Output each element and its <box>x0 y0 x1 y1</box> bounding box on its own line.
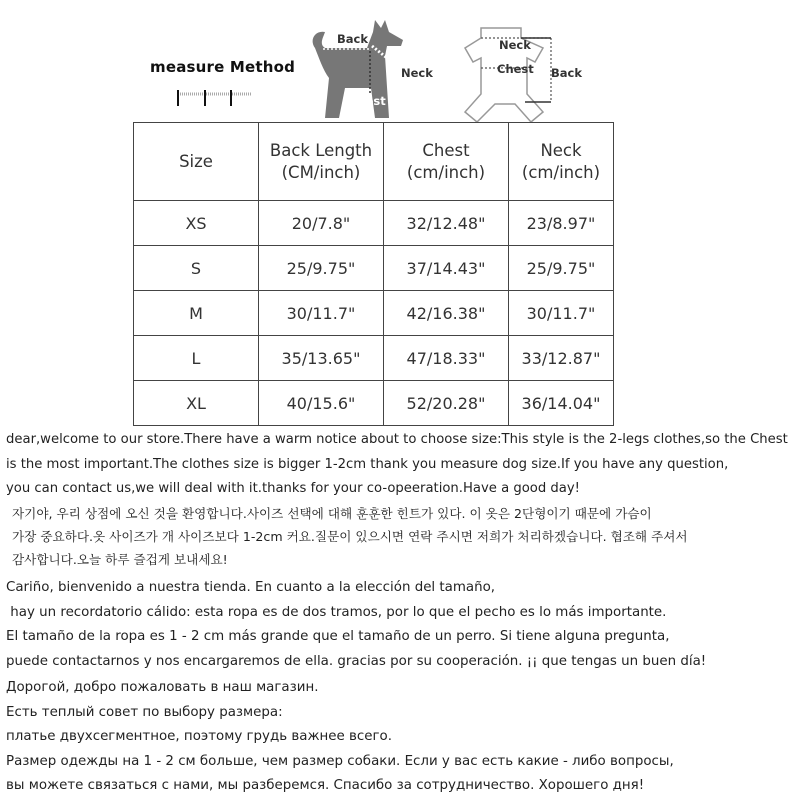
notice-line: you can contact us,we will deal with it.thanks for your co-opeeration.Have a good day! <box>6 481 580 497</box>
measure-method-header <box>0 0 800 122</box>
table-row <box>134 336 614 381</box>
dog-chest-label: Chest <box>349 94 386 108</box>
table-header-row <box>134 123 614 201</box>
table-row <box>134 246 614 291</box>
cell-size: XL <box>134 381 259 426</box>
cell-chest: 52/20.28" <box>384 381 509 426</box>
notice-english <box>6 428 788 502</box>
cell-chest: 37/14.43" <box>384 246 509 291</box>
notice-line: El tamaño de la ropa es 1 - 2 cm más grande que el tamaño de un perro. Si tiene alguna pregunta, <box>6 629 670 645</box>
cell-neck: 25/9.75" <box>509 246 614 291</box>
cell-back-length: 35/13.65" <box>259 336 384 381</box>
measure-method-title: measure Method <box>150 58 296 76</box>
cell-neck: 30/11.7" <box>509 291 614 336</box>
notice-spanish <box>6 576 706 674</box>
cell-chest: 47/18.33" <box>384 336 509 381</box>
notice-russian <box>6 676 674 799</box>
notice-line: Дорогой, добро пожаловать в наш магазин. <box>6 680 319 695</box>
notice-line: hay un recordatorio cálido: esta ropa es de dos tramos, por lo que el pecho es lo más importante. <box>6 604 667 620</box>
dog-measure-diagram <box>305 18 445 118</box>
notice-line: 가장 중요하다.옷 사이즈가 개 사이즈보다 1-2cm 커요.질문이 있으시면 연락 주시면 저희가 처리하겠습니다. 협조해 주셔서 <box>12 529 688 544</box>
cell-back-length: 30/11.7" <box>259 291 384 336</box>
shirt-measure-diagram <box>455 22 595 122</box>
size-chart-table <box>133 122 614 426</box>
notice-line: Размер одежды на 1 - 2 см больше, чем размер собаки. Если у вас есть какие - либо вопросы, <box>6 753 674 769</box>
cell-neck: 33/12.87" <box>509 336 614 381</box>
shirt-chest-label: Chest <box>497 62 534 76</box>
header-size: Size <box>134 123 259 201</box>
notice-line: is the most important.The clothes size is bigger 1-2cm thank you measure dog size.If you have any question, <box>6 456 729 472</box>
ruler-icon <box>176 88 252 106</box>
notice-line: платье двухсегментное, поэтому грудь важнее всего. <box>6 729 393 745</box>
cell-size: S <box>134 246 259 291</box>
cell-chest: 42/16.38" <box>384 291 509 336</box>
notice-korean <box>12 502 688 571</box>
shirt-back-label: Back <box>551 66 582 80</box>
dog-back-label: Back <box>337 32 368 46</box>
notice-line: dear,welcome to our store.There have a warm notice about to choose size:This style is the 2-legs clothes,so the Chest <box>6 432 788 447</box>
table-row <box>134 201 614 246</box>
dog-neck-label: Neck <box>401 66 433 80</box>
cell-neck: 36/14.04" <box>509 381 614 426</box>
table-row <box>134 291 614 336</box>
cell-back-length: 20/7.8" <box>259 201 384 246</box>
header-neck: Neck (cm/inch) <box>509 123 614 201</box>
table-row <box>134 381 614 426</box>
header-back-length: Back Length (CM/inch) <box>259 123 384 201</box>
cell-back-length: 40/15.6" <box>259 381 384 426</box>
cell-chest: 32/12.48" <box>384 201 509 246</box>
header-chest: Chest (cm/inch) <box>384 123 509 201</box>
notice-line: 자기야, 우리 상점에 오신 것을 환영합니다.사이즈 선택에 대해 훈훈한 힌트가 있다. 이 옷은 2단형이기 때문에 가슴이 <box>12 506 652 521</box>
notice-line: вы можете связаться с нами, мы разберемся. Спасибо за сотрудничество. Хорошего дня! <box>6 778 645 794</box>
cell-size: XS <box>134 201 259 246</box>
notice-line: Есть теплый совет по выбору размера: <box>6 704 283 720</box>
cell-size: M <box>134 291 259 336</box>
cell-back-length: 25/9.75" <box>259 246 384 291</box>
shirt-neck-label: Neck <box>499 38 531 52</box>
cell-size: L <box>134 336 259 381</box>
notice-line: 감사합니다.오늘 하루 즐겁게 보내세요! <box>12 552 228 567</box>
cell-neck: 23/8.97" <box>509 201 614 246</box>
notice-line: puede contactarnos y nos encargaremos de ella. gracias por su cooperación. ¡¡ que tengas un buen día! <box>6 653 707 669</box>
notice-line: Cariño, bienvenido a nuestra tienda. En cuanto a la elección del tamaño, <box>6 580 496 595</box>
